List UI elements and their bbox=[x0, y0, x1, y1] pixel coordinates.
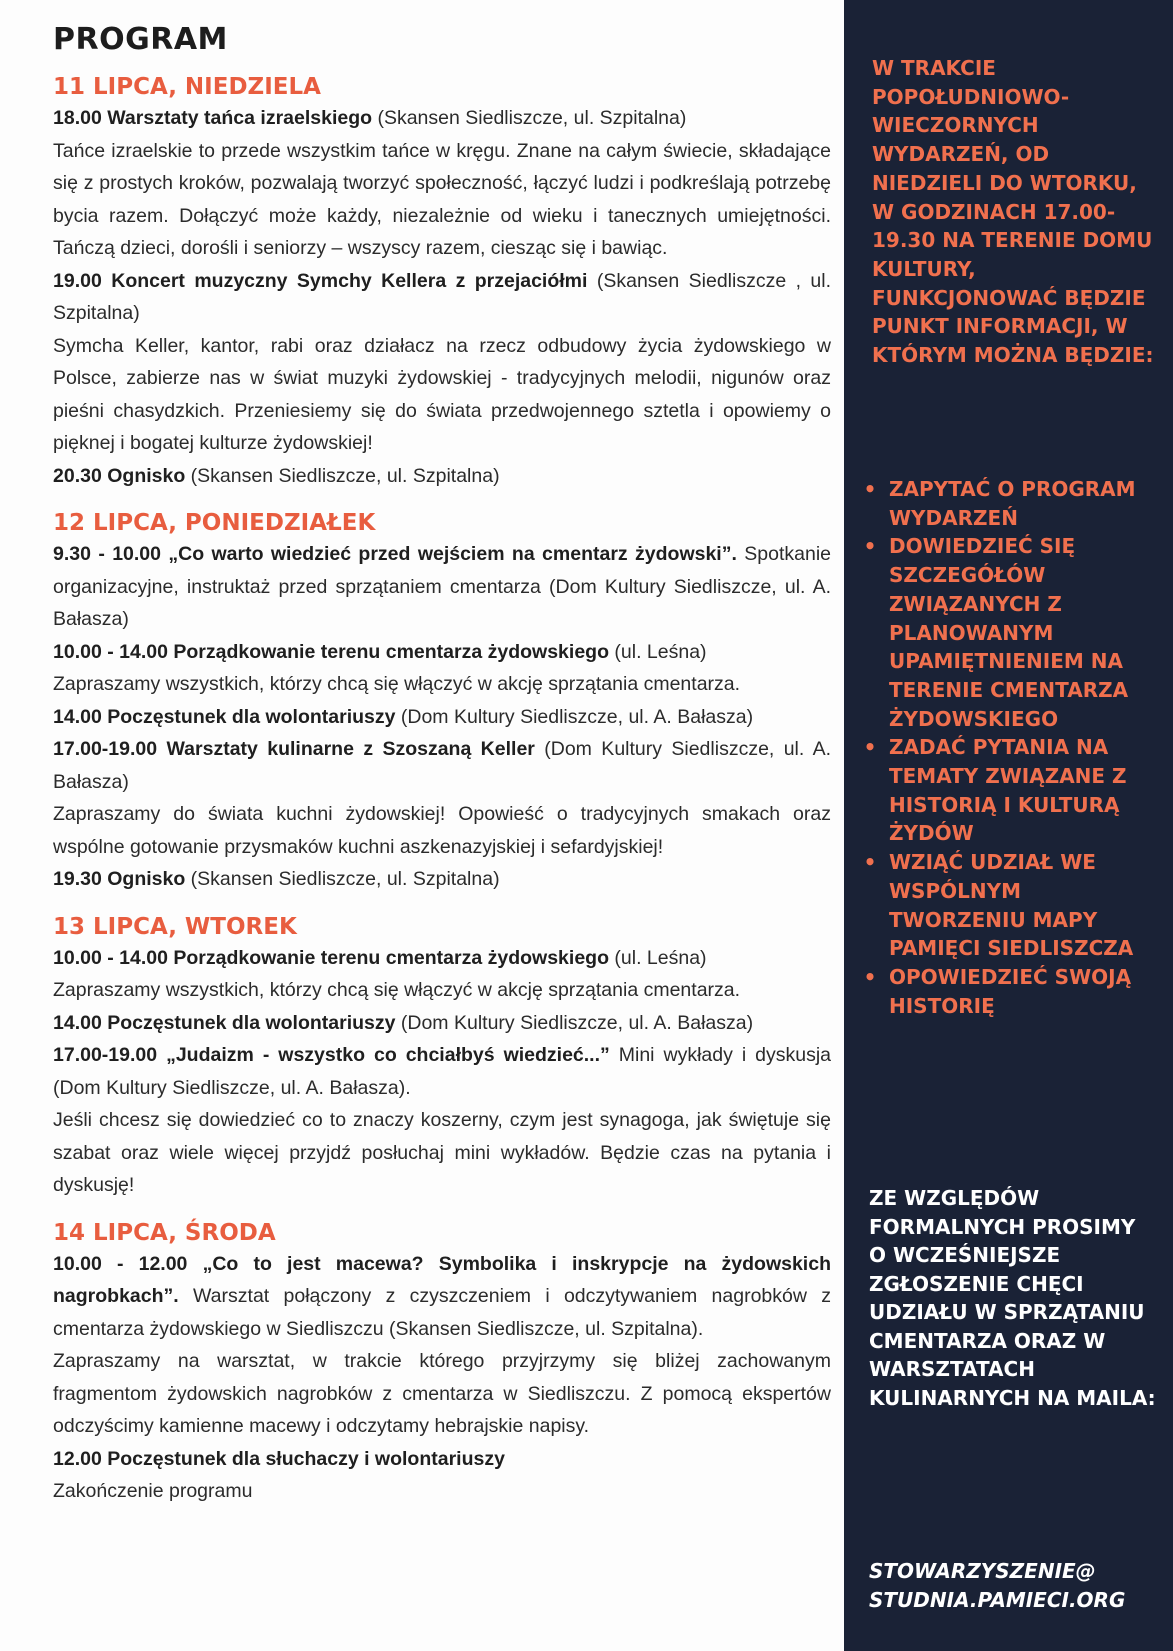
day-section bbox=[53, 72, 831, 492]
event-title: Ognisko bbox=[107, 464, 186, 487]
list-item-text: OPOWIEDZIEĆ SWOJĄ HISTORIĘ bbox=[889, 964, 1132, 1018]
list-item bbox=[858, 532, 1163, 733]
event-title: „Judaizm - wszystko co chciałbyś wiedzieć...” bbox=[166, 1044, 610, 1066]
event-title: Poczęstunek dla słuchaczy i wolontariuszy bbox=[107, 1447, 505, 1470]
event-title: Warsztaty tańca izraelskiego bbox=[107, 107, 373, 129]
bullet-icon: • bbox=[863, 850, 877, 875]
list-item-text: WZIĄĆ UDZIAŁ WE WSPÓLNYM TWORZENIU MAPY PAMIĘCI SIEDLISZCZA bbox=[889, 850, 1134, 961]
info-sidebar bbox=[844, 0, 1173, 1651]
event-title: Poczęstunek dla wolontariuszy bbox=[107, 1011, 396, 1034]
event-entry bbox=[53, 102, 831, 135]
event-description: Zapraszamy wszystkich, którzy chcą się włączyć w akcję sprzątania cmentarza. bbox=[53, 979, 741, 1001]
event-time: 14.00 bbox=[53, 1011, 102, 1034]
event-description: Symcha Keller, kantor, rabi oraz działacz na rzecz odbudowy życia żydowskiego w Polsce, zabierze nas w świat muzyki żydowskiej - tradycyjnych melodii, nigunów oraz pieśni chasydzkich. Przeniesiemy się do świata przedwojennego sztetla i opowiemy o pięknej i bogatej kulturze żydowskiej! bbox=[53, 334, 831, 454]
event-title: „Co warto wiedzieć przed wejściem na cmentarz żydowski”. bbox=[168, 543, 737, 565]
program-column bbox=[53, 22, 831, 1524]
event-entry bbox=[53, 701, 831, 734]
bullet-icon: • bbox=[863, 477, 877, 501]
event-location: (Dom Kultury Siedliszcze, ul. A. Bałasza) bbox=[395, 705, 754, 728]
event-time: 14.00 bbox=[53, 705, 102, 728]
event-location: (Skansen Siedliszcze, ul. Szpitalna) bbox=[185, 868, 500, 890]
day-heading: 13 LIPCA, WTOREK bbox=[53, 913, 297, 940]
event-title: Ognisko bbox=[107, 868, 186, 890]
day-section bbox=[53, 508, 831, 896]
email-line: STOWARZYSZENIE@ bbox=[869, 1559, 1096, 1583]
event-entry bbox=[53, 265, 831, 330]
event-location: (Dom Kultury Siedliszcze, ul. A. Bałasza) bbox=[395, 1011, 754, 1034]
list-item-text: ZADAĆ PYTANIA NA TEMATY ZWIĄZANE Z HISTORIĄ I KULTURĄ ŻYDÓW bbox=[889, 735, 1127, 846]
bullet-icon: • bbox=[863, 964, 877, 989]
day-section bbox=[53, 912, 831, 1202]
bullet-icon: • bbox=[863, 534, 877, 559]
event-location: (Skansen Siedliszcze, ul. Szpitalna) bbox=[185, 464, 500, 487]
day-heading: 14 LIPCA, ŚRODA bbox=[53, 1219, 276, 1246]
list-item-text: DOWIEDZIEĆ SIĘ SZCZEGÓŁÓW ZWIĄZANYCH Z PLANOWANYM UPAMIĘTNIENIEM NA TERENIE CMENTARZA ŻYDOWSKIEGO bbox=[889, 534, 1129, 731]
event-time: 19.00 bbox=[53, 269, 102, 292]
list-item bbox=[858, 963, 1163, 1020]
event-time: 12.00 bbox=[53, 1447, 102, 1470]
event-time: 10.00 - 14.00 bbox=[53, 946, 168, 969]
event-location: (Dom Kultury Siedliszcze, ul. A. Bałasza) bbox=[53, 738, 832, 793]
event-location: (ul. Leśna) bbox=[609, 640, 707, 663]
event-entry bbox=[53, 1039, 831, 1104]
event-location: (ul. Leśna) bbox=[609, 946, 707, 969]
event-entry bbox=[53, 460, 831, 493]
event-entry bbox=[53, 538, 831, 636]
event-title: Koncert muzyczny Symchy Kellera z przejaciółmi bbox=[111, 269, 588, 292]
registration-notice: ZE WZGLĘDÓW FORMALNYCH PROSIMY O WCZEŚNIEJSZE ZGŁOSZENIE CHĘCI UDZIAŁU W SPRZĄTANIU CMENTARZA ORAZ W WARSZTATACH KULINARNYCH NA MAILA: bbox=[869, 1186, 1156, 1410]
event-location: (Skansen Siedliszcze , ul. Szpitalna) bbox=[53, 269, 831, 324]
event-entry bbox=[53, 942, 831, 975]
list-item bbox=[858, 848, 1163, 963]
event-entry bbox=[53, 1248, 831, 1346]
event-title: Porządkowanie terenu cmentarza żydowskiego bbox=[173, 946, 609, 969]
day-section bbox=[53, 1218, 831, 1508]
event-description: Zakończenie programu bbox=[53, 1480, 253, 1502]
list-item bbox=[858, 475, 1163, 532]
info-point-list bbox=[858, 475, 1163, 1020]
event-entry bbox=[53, 1443, 831, 1476]
event-title: Poczęstunek dla wolontariuszy bbox=[107, 705, 396, 728]
info-point-intro: W TRAKCIE POPOŁUDNIOWO-WIECZORNYCH WYDARZEŃ, OD NIEDZIELI DO WTORKU, W GODZINACH 17.00-19.30 NA TERENIE DOMU KULTURY, FUNKCJONOWAĆ BĘDZIE PUNKT INFORMACJI, W KTÓRYM MOŻNA BĘDZIE: bbox=[872, 56, 1154, 368]
event-location: (Skansen Siedliszcze, ul. Szpitalna) bbox=[372, 107, 687, 129]
event-time: 9.30 - 10.00 bbox=[53, 543, 161, 565]
event-title: Porządkowanie terenu cmentarza żydowskiego bbox=[173, 640, 609, 663]
contact-email[interactable] bbox=[869, 1557, 1164, 1614]
event-description: Tańce izraelskie to przede wszystkim tańce w kręgu. Znane na całym świecie, składające się z prostych kroków, pozwalają tworzyć społeczność, łączyć ludzi i podkreślają potrzebę bycia razem. Dołączyć może każdy, niezależnie od wieku i tanecznych umiejętności. Tańczą dzieci, dorośli i seniorzy – wszyscy razem, ciesząc się i bawiąc. bbox=[53, 139, 831, 259]
event-description: Jeśli chcesz się dowiedzieć co to znaczy koszerny, czym jest synagoga, jak świętuje się szabat oraz wiele więcej przyjdź posłuchaj mini wykładów. Będzie czas na pytania i dyskusję! bbox=[53, 1109, 831, 1196]
event-time: 17.00-19.00 bbox=[53, 738, 158, 760]
day-heading: 11 LIPCA, NIEDZIELA bbox=[53, 74, 321, 100]
event-entry bbox=[53, 636, 831, 669]
list-item-text: ZAPYTAĆ O PROGRAM WYDARZEŃ bbox=[889, 477, 1136, 530]
event-description: Zapraszamy na warsztat, w trakcie którego przyjrzymy się bliżej zachowanym fragmentom żydowskich nagrobków z cmentarza w Siedliszczu. Z pomocą ekspertów odczyścimy kamienne macewy i odczytamy hebrajskie napisy. bbox=[53, 1350, 831, 1437]
event-entry bbox=[53, 733, 831, 798]
event-location: Warsztat połączony z czyszczeniem i odczytywaniem nagrobków z cmentarza żydowskiego w Siedliszczu (Skansen Siedliszcze, ul. Szpitalna). bbox=[53, 1285, 831, 1340]
event-time: 10.00 - 14.00 bbox=[53, 640, 168, 663]
page-title: PROGRAM bbox=[53, 22, 228, 57]
event-location: Mini wykłady i dyskusja (Dom Kultury Siedliszcze, ul. A. Bałasza). bbox=[53, 1044, 831, 1099]
bullet-icon: • bbox=[863, 735, 877, 760]
day-heading: 12 LIPCA, PONIEDZIAŁEK bbox=[53, 510, 376, 536]
email-line: STUDNIA.PAMIECI.ORG bbox=[869, 1587, 1126, 1612]
event-time: 17.00-19.00 bbox=[53, 1044, 158, 1066]
event-description: Zapraszamy wszystkich, którzy chcą się włączyć w akcję sprzątania cmentarza. bbox=[53, 673, 741, 695]
event-title: „Co to jest macewa? Symbolika i inskrypcje na żydowskich nagrobkach”. bbox=[53, 1252, 831, 1307]
event-entry bbox=[53, 1007, 831, 1040]
list-item bbox=[858, 733, 1163, 848]
event-time: 10.00 - 12.00 bbox=[53, 1252, 188, 1275]
event-description: Zapraszamy do świata kuchni żydowskiej! Opowieść o tradycyjnych smakach oraz wspólne gotowanie przysmaków kuchni aszkenazyjskiej i sefardyjskiej! bbox=[53, 803, 831, 858]
event-time: 20.30 bbox=[53, 464, 102, 487]
event-entry bbox=[53, 863, 831, 896]
event-title: Warsztaty kulinarne z Szoszaną Keller bbox=[166, 738, 535, 760]
event-time: 19.30 bbox=[53, 868, 102, 890]
event-location: Spotkanie organizacyjne, instruktaż przed sprzątaniem cmentarza (Dom Kultury Siedliszcze, ul. A. Bałasza) bbox=[53, 543, 831, 630]
event-time: 18.00 bbox=[53, 107, 102, 129]
